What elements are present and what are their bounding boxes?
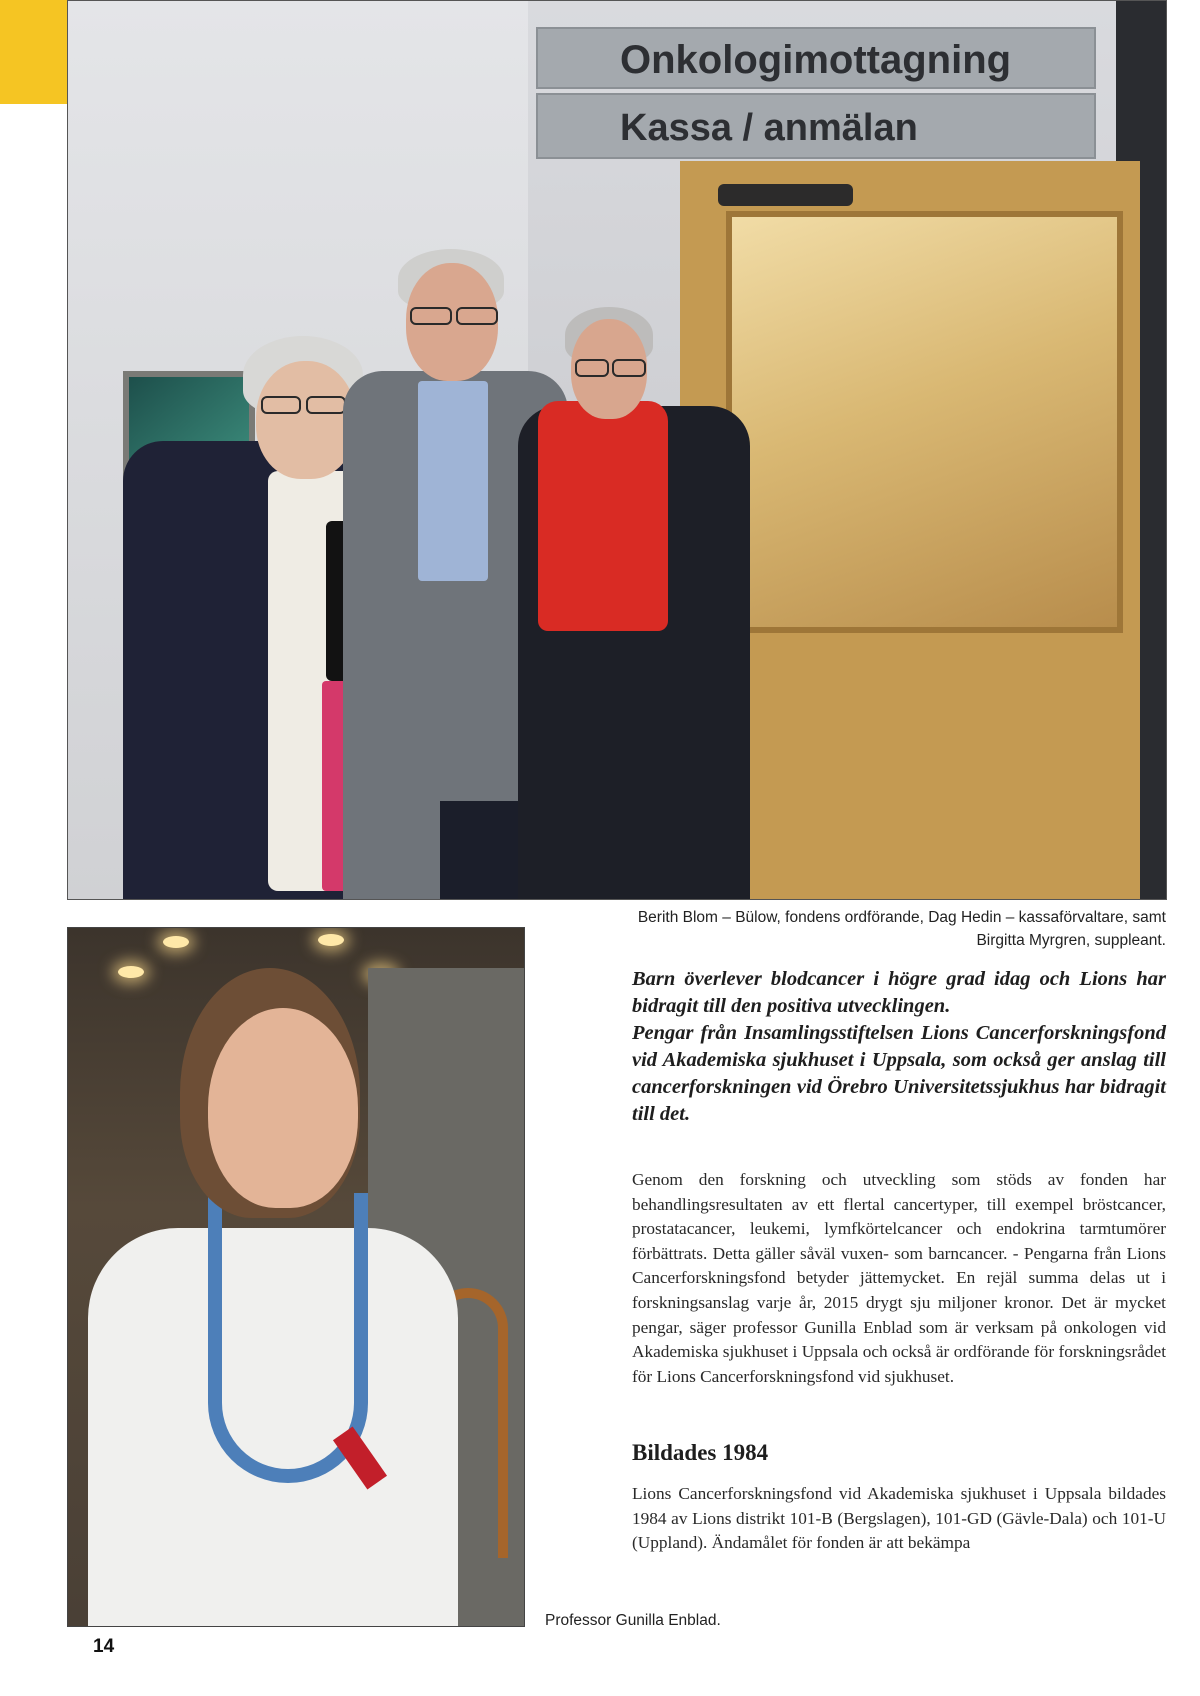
caption-group-photo: Berith Blom – Bülow, fondens ordförande, Dag Hedin – kassaförvaltare, samt Birgitta Myrgren, suppleant. bbox=[637, 909, 1166, 949]
page-number: 14 bbox=[93, 1636, 115, 1657]
body-paragraph-1: Genom den forskning och utveckling som stöds av fonden har behandlingsresultaten av ett flertal cancertyper, till exempel bröstcancer, prostatacancer, leukemi, lymfkörtelcancer och endokrina tarmtumörer förbättrats. Detta gäller såväl vuxen- som barncancer. - Pengarna från Lions Cancerforskningsfond betyder jättemycket. En rejäl summa delas ut i forskningsanslag varje år, 2015 drygt sju miljoner kronor. Det är mycket pengar, säger professor Gunilla Enblad som är verksam på onkologen vid Akademiska sjukhuset i Uppsala och också är ordförande för forskningsrådet för Lions Cancerforskningsfond vid sjukhuset. bbox=[632, 1170, 1166, 1386]
face bbox=[208, 1008, 358, 1208]
body-paragraph-2: Lions Cancerforskningsfond vid Akademiska sjukhuset i Uppsala bildades 1984 av Lions distrikt 101-B (Bergslagen), 101-GD (Gävle-Dala) och 101-U (Uppland). Ändamålet för fonden är att bekämpa bbox=[632, 1484, 1166, 1553]
portrait-photo bbox=[67, 927, 525, 1627]
sign-reception: Kassa / anmälan bbox=[536, 93, 1096, 159]
sign-oncology: Onkologimottagning bbox=[536, 27, 1096, 89]
lead-paragraph-2: Pengar från Insamlingsstiftelsen Lions Cancerforskningsfond vid Akademiska sjukhuset i Uppsala, som också ger anslag till cancerforskningen vid Örebro Universitetssjukhus har bidragit till det. bbox=[632, 1022, 1166, 1125]
lead-paragraph-1: Barn överlever blodcancer i högre grad idag och Lions har bidragit till den positiva utvecklingen. bbox=[632, 968, 1166, 1017]
group-photo bbox=[67, 0, 1167, 900]
caption-portrait: Professor Gunilla Enblad. bbox=[545, 1612, 721, 1629]
reception-window bbox=[726, 211, 1123, 633]
article-lead bbox=[632, 966, 1166, 1128]
subheading: Bildades 1984 bbox=[632, 1440, 769, 1465]
